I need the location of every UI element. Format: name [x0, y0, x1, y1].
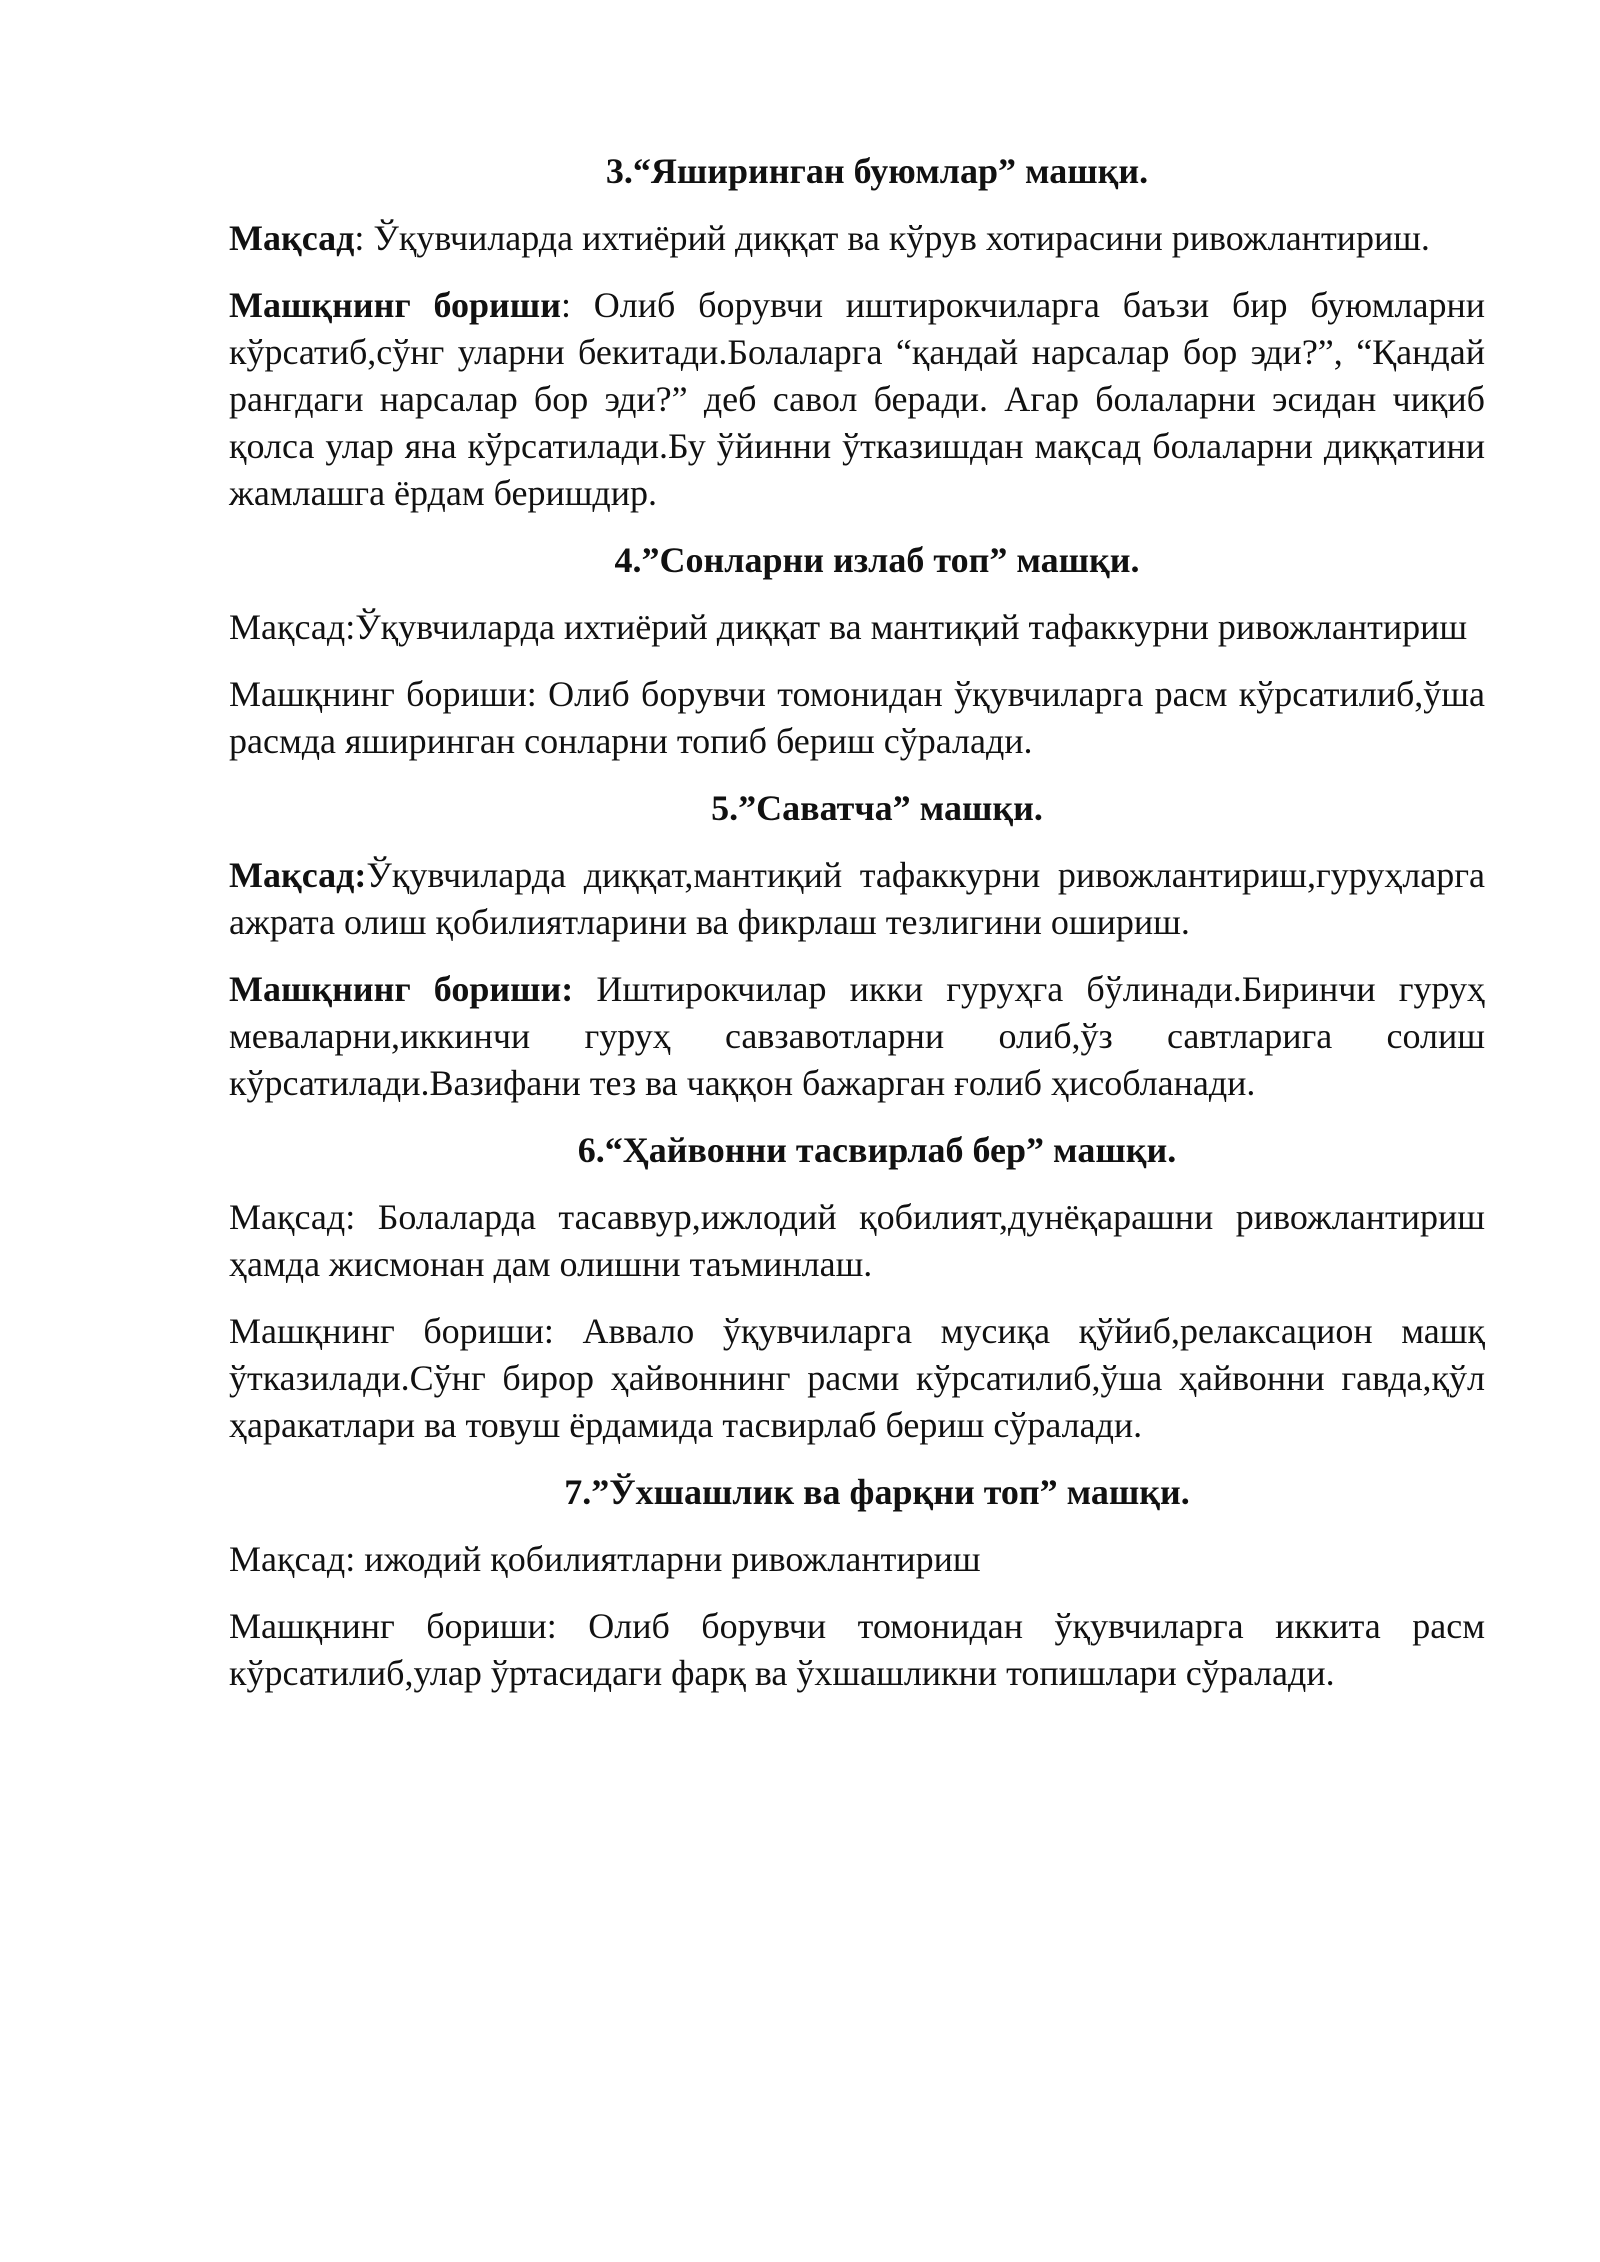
- section-5-goal: [229, 852, 1485, 946]
- section-7-process: Машқнинг бориши: Олиб борувчи томонидан ўқувчиларга иккита расм кўрсатилиб,улар ўртасидаги фарқ ва ўхшашликни топишлари сўралади.: [229, 1606, 1485, 1693]
- section-3-heading: 3.“Яширинган буюмлар” машқи.: [605, 151, 1149, 191]
- section-7-goal: Мақсад: ижодий қобилиятларни ривожлантириш: [229, 1539, 981, 1579]
- section-4-heading: 4.”Сонларни излаб топ” машқи.: [614, 540, 1140, 580]
- section-4-process: Машқнинг бориши: Олиб борувчи томонидан ўқувчиларга расм кўрсатилиб,ўша расмда яширинган сонларни топиб бериш сўралади.: [229, 674, 1485, 761]
- section-6-heading: 6.“Ҳайвонни тасвирлаб бер” машқи.: [577, 1130, 1177, 1170]
- process-label: Машқнинг бориши:: [229, 969, 574, 1009]
- section-6-goal: Мақсад: Болаларда тасаввур,ижлодий қобилият,дунёқарашни ривожлантириш ҳамда жисмонан дам олишни таъминлаш.: [229, 1197, 1485, 1284]
- section-3-goal: [229, 215, 1485, 262]
- goal-label: Мақсад: [229, 218, 355, 258]
- section-6-process: Машқнинг бориши: Аввало ўқувчиларга мусиқа қўйиб,релаксацион машқ ўтказилади.Сўнг бирор ҳайвоннинг расми кўрсатилиб,ўша ҳайвонни гавда,қўл ҳаракатлари ва товуш ёрдамида тасвирлаб бериш сўралади.: [229, 1311, 1485, 1445]
- section-5-process: [229, 966, 1485, 1107]
- section-5-heading: 5.”Саватча” машқи.: [711, 788, 1043, 828]
- goal-text: : Ўқувчиларда ихтиёрий диққат ва кўрув хотирасини ривожлантириш.: [354, 218, 1430, 258]
- document-page: [229, 148, 1485, 1717]
- process-label: Машқнинг бориши: [229, 285, 561, 325]
- section-7-heading: 7.”Ўхшашлик ва фарқни топ” машқи.: [564, 1472, 1190, 1512]
- section-4-goal: Мақсад:Ўқувчиларда ихтиёрий диққат ва мантиқий тафаккурни ривожлантириш: [229, 607, 1468, 647]
- process-text: Иштирокчилар икки гуруҳга бўлинади.Биринчи гуруҳ меваларни,иккинчи гуруҳ савзавотларни олиб,ўз савтларига солиш кўрсатилади.Вазифани тез ва чаққон бажарган ғолиб ҳисобланади.: [229, 969, 1485, 1103]
- goal-label: Мақсад:: [229, 855, 367, 895]
- process-text: : Олиб борувчи иштирокчиларга баъзи бир буюмларни кўрсатиб,сўнг уларни бекитади.Болаларга “қандай нарсалар бор эди?”, “Қандай рангдаги нарсалар бор эди?” деб савол беради. Агар болаларни эсидан чиқиб қолса улар яна кўрсатилади.Бу ўйинни ўтказишдан мақсад болаларни диққатини жамлашга ёрдам беришдир.: [229, 285, 1485, 513]
- section-3-process: [229, 282, 1485, 517]
- goal-text: Ўқувчиларда диққат,мантиқий тафаккурни ривожлантириш,гуруҳларга ажрата олиш қобилиятларини ва фикрлаш тезлигини ошириш.: [229, 855, 1485, 942]
